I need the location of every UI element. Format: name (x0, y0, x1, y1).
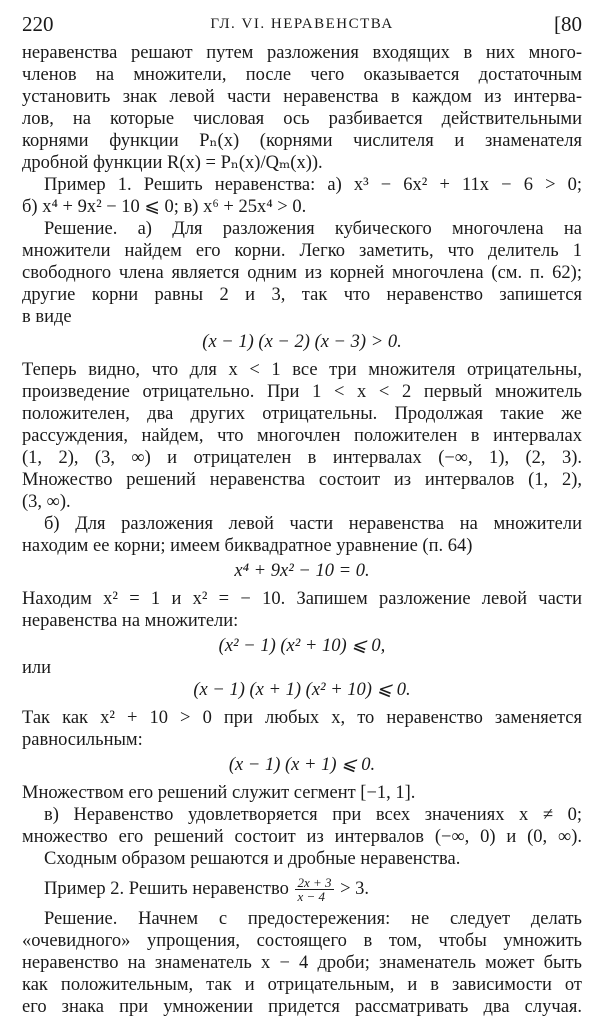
display-equation: (x − 1) (x − 2) (x − 3) > 0. (202, 332, 402, 352)
display-equation: (x − 1) (x + 1) ⩽ 0. (228, 755, 376, 775)
text-line: лов, на которые числовая ось разбивается действительными (22, 109, 582, 129)
fraction-denominator: x − 4 (297, 889, 325, 905)
text-line: в) Неравенство удовлетворяется при всех значениях x ≠ 0; (44, 805, 582, 825)
text-line: Находим x² = 1 и x² = − 10. Запишем разложение левой части (22, 589, 582, 609)
running-header (22, 10, 582, 42)
section-number: [80 (554, 12, 582, 36)
text-line: свободного члена является одним из корней многочлена (см. п. 62); (22, 263, 582, 283)
text-line: неравенства на множители: (22, 611, 239, 631)
text-line: «очевидного» упрощения, состоящего в том, чтобы умножить (22, 931, 582, 951)
text-line: другие корни равны 2 и 3, так что неравенство запишется (22, 285, 582, 305)
text-line: или (22, 658, 52, 678)
chapter-title: ГЛ. VI. НЕРАВЕНСТВА (210, 16, 394, 32)
text-line: равносильным: (22, 730, 143, 750)
book-page (22, 10, 582, 1018)
text-line: б) Для разложения левой части неравенства на множители (44, 514, 582, 534)
text-line: в виде (22, 307, 72, 327)
text-line: множители найдем его корни. Легко заметить, что делитель 1 (22, 241, 582, 261)
fraction (295, 876, 333, 903)
text-line: его знака при умножении придется рассматривать два случая. (22, 997, 582, 1017)
text-line: установить знак левой части неравенства в каждом из интерва- (22, 87, 582, 107)
text-line: как положительным, так и отрицательным, и в зависимости от (22, 975, 582, 995)
text-line: дробной функции R(x) = Pₙ(x)/Qₘ(x)). (22, 153, 323, 173)
text-line: б) x⁴ + 9x² − 10 ⩽ 0; в) x⁶ + 25x⁴ > 0. (22, 197, 307, 217)
text-line: Множество решений неравенства состоит из интервалов (1, 2), (22, 470, 582, 490)
text-line: рассуждения, найдем, что многочлен положителен в интервалах (22, 426, 582, 446)
text-line: неравенство на знаменатель x − 4 дроби; знаменатель может быть (22, 953, 582, 973)
example-2-label: Пример 2. Решить неравенство (44, 879, 289, 899)
text-line: корнями функции Pₙ(x) (корнями числителя и знаменателя (22, 131, 582, 151)
text-line: (3, ∞). (22, 492, 71, 512)
display-equation: (x − 1) (x + 1) (x² + 10) ⩽ 0. (193, 680, 411, 700)
display-equation: (x² − 1) (x² + 10) ⩽ 0, (218, 636, 386, 656)
text-line: множество его решений состоит из интервалов (−∞, 0) и (0, ∞). (22, 827, 582, 847)
inequality-rhs: > 3. (340, 879, 370, 899)
text-line: Множеством его решений служит сегмент [−1, 1]. (22, 783, 416, 803)
text-line: членов на множители, после чего оказывается достаточным (22, 65, 582, 85)
example-2-heading (22, 874, 582, 904)
text-line: находим ее корни; имеем биквадратное уравнение (п. 64) (22, 536, 473, 556)
page-number: 220 (22, 12, 54, 36)
display-equation: x⁴ + 9x² − 10 = 0. (234, 561, 370, 581)
text-line: Сходным образом решаются и дробные неравенства. (44, 849, 461, 869)
example-1-heading: Пример 1. Решить неравенства: а) x³ − 6x² + 11x − 6 > 0; (44, 175, 582, 195)
text-line: (1, 2), (3, ∞) и отрицателен в интервалах (−∞, 1), (2, 3). (22, 448, 582, 468)
text-line: неравенства решают путем разложения входящих в них много- (22, 43, 582, 63)
text-line: Теперь видно, что для x < 1 все три множителя отрицательны, (22, 360, 582, 380)
fraction-numerator: 2x + 3 (297, 875, 332, 891)
text-line: Так как x² + 10 > 0 при любых x, то неравенство заменяется (22, 708, 582, 728)
text-line: положителен, два других отрицательны. Продолжая такие же (22, 404, 582, 424)
solution-heading: Решение. Начнем с предостережения: не следует делать (44, 909, 582, 929)
text-line: произведение отрицательно. При 1 < x < 2 первый множитель (22, 382, 582, 402)
solution-heading: Решение. а) Для разложения кубического многочлена на (44, 219, 582, 239)
